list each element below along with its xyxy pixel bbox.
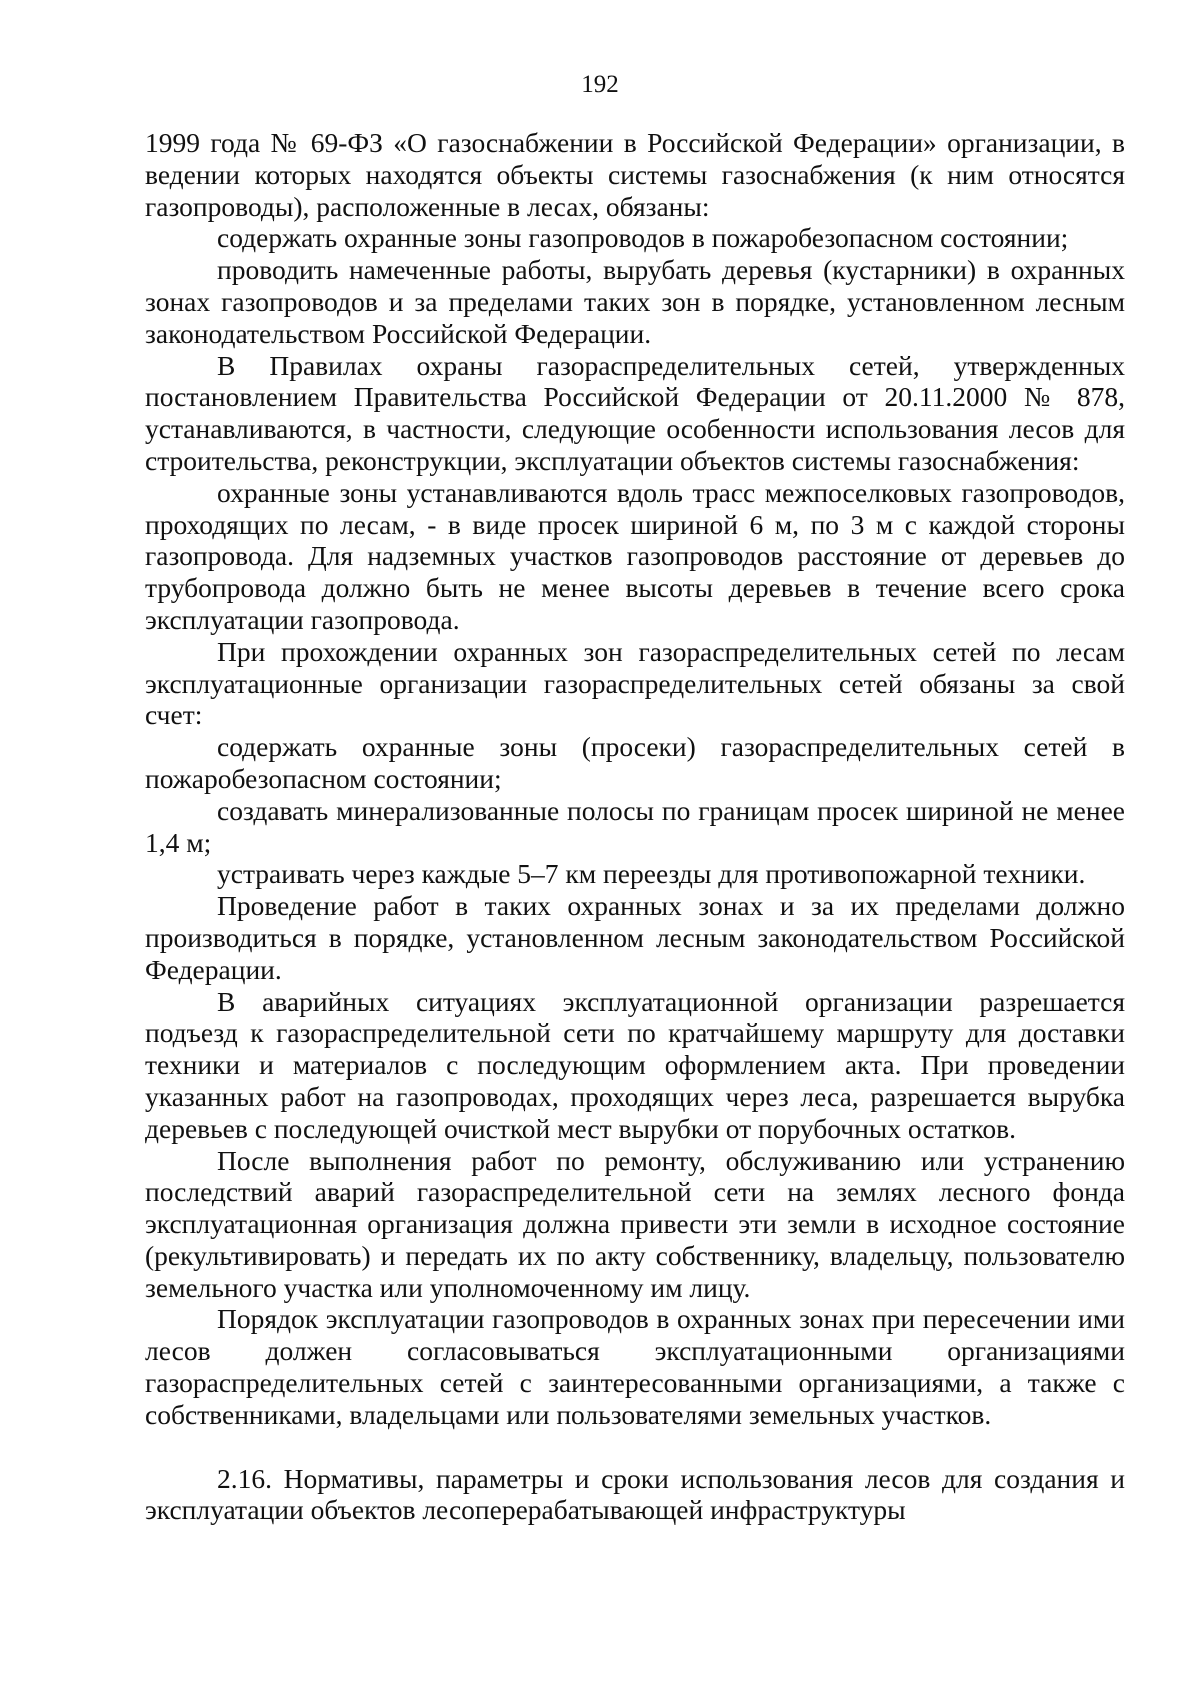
paragraph: содержать охранные зоны (просеки) газораспределительных сетей в пожаробезопасном состоянии; — [145, 731, 1125, 794]
paragraph: Порядок эксплуатации газопроводов в охранных зонах при пересечении ими лесов должен согласовываться эксплуатационными организациями газораспределительных сетей с заинтересованными организациями, а также с собственниками, владельцами или пользователями земельных участков. — [145, 1303, 1125, 1430]
paragraph: В Правилах охраны газораспределительных сетей, утвержденных постановлением Правительства Российской Федерации от 20.11.2000 № 878, устанавливаются, в частности, следующие особенности использования лесов для строительства, реконструкции, эксплуатации объектов системы газоснабжения: — [145, 349, 1125, 476]
paragraph: проводить намеченные работы, вырубать деревья (кустарники) в охранных зонах газопроводов и за пределами таких зон в порядке, установленном лесным законодательством Российской Федерации. — [145, 254, 1125, 349]
paragraph: В аварийных ситуациях эксплуатационной организации разрешается подъезд к газораспределительной сети по кратчайшему маршруту для доставки техники и материалов с последующим оформлением акта. При проведении указанных работ на газопроводах, проходящих через леса, разрешается вырубка деревьев с последующей очисткой мест вырубки от порубочных остатков. — [145, 985, 1125, 1144]
paragraph: Проведение работ в таких охранных зонах и за их пределами должно производиться в порядке, установленном лесным законодательством Российской Федерации. — [145, 890, 1125, 985]
paragraph: содержать охранные зоны газопроводов в пожаробезопасном состоянии; — [217, 222, 1069, 254]
paragraph: охранные зоны устанавливаются вдоль трасс межпоселковых газопроводов, проходящих по лесам, - в виде просек шириной 6 м, по 3 м с каждой стороны газопровода. Для надземных участков газопроводов расстояние от деревьев до трубопровода должно быть не менее высоты деревьев в течение всего срока эксплуатации газопровода. — [145, 476, 1125, 635]
page-number: 192 — [581, 71, 619, 98]
paragraph: При прохождении охранных зон газораспределительных сетей по лесам эксплуатационные организации газораспределительных сетей обязаны за свой счет: — [145, 635, 1125, 731]
paragraph: После выполнения работ по ремонту, обслуживанию или устранению последствий аварий газораспределительной сети на землях лесного фонда эксплуатационная организация должна привести эти земли в исходное состояние (рекультивировать) и передать их по акту собственнику, владельцу, пользователю земельного участка или уполномоченному им лицу. — [145, 1144, 1125, 1303]
paragraph: устраивать через каждые 5–7 км переезды для противопожарной техники. — [217, 858, 1086, 890]
document-body — [145, 127, 1125, 1526]
section-heading: 2.16. Нормативы, параметры и сроки использования лесов для создания и эксплуатации объектов лесоперерабатывающей инфраструктуры — [145, 1462, 1125, 1526]
paragraph: 1999 года № 69-ФЗ «О газоснабжении в Российской Федерации» организации, в ведении которых находятся объекты системы газоснабжения (к ним относятся газопроводы), расположенные в лесах, обязаны: — [145, 127, 1125, 222]
paragraph: создавать минерализованные полосы по границам просек шириной не менее 1,4 м; — [145, 794, 1125, 858]
